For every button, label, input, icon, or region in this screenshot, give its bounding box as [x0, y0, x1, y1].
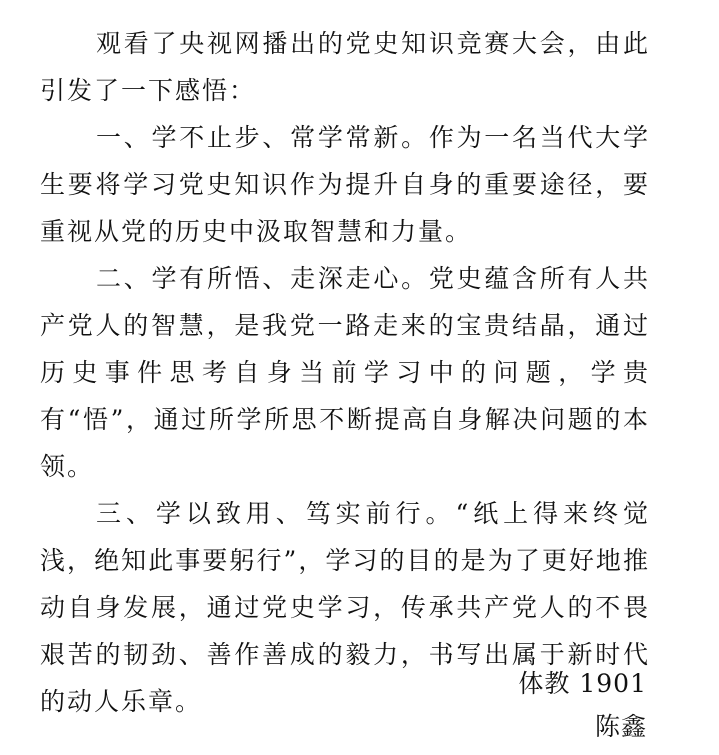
point-three-paragraph: 三、学以致用、笃实前行。“纸上得来终觉浅，绝知此事要躬行”，学习的目的是为了更好地推动自身发展，通过党史学习，传承共产党人的不畏艰苦的韧劲、善作善成的毅力，书写出属于新时代的动人乐章。 [40, 499, 650, 716]
signature-name: 陈鑫 [594, 712, 647, 741]
point-one-paragraph: 一、学不止步、常学常新。作为一名当代大学生要将学习党史知识作为提升自身的重要途径，要重视从党的历史中汲取智慧和力量。 [40, 123, 650, 246]
point-two-paragraph: 二、学有所悟、走深走心。党史蕴含所有人共产党人的智慧，是我党一路走来的宝贵结晶，通过历史事件思考自身当前学习中的问题，学贵有“悟”，通过所学所思不断提高自身解决问题的本领。 [40, 264, 650, 481]
document-body [40, 20, 650, 725]
signature-class: 体教 1901 [518, 669, 647, 698]
intro-paragraph: 观看了央视网播出的党史知识竞赛大会，由此引发了一下感悟： [40, 29, 650, 105]
